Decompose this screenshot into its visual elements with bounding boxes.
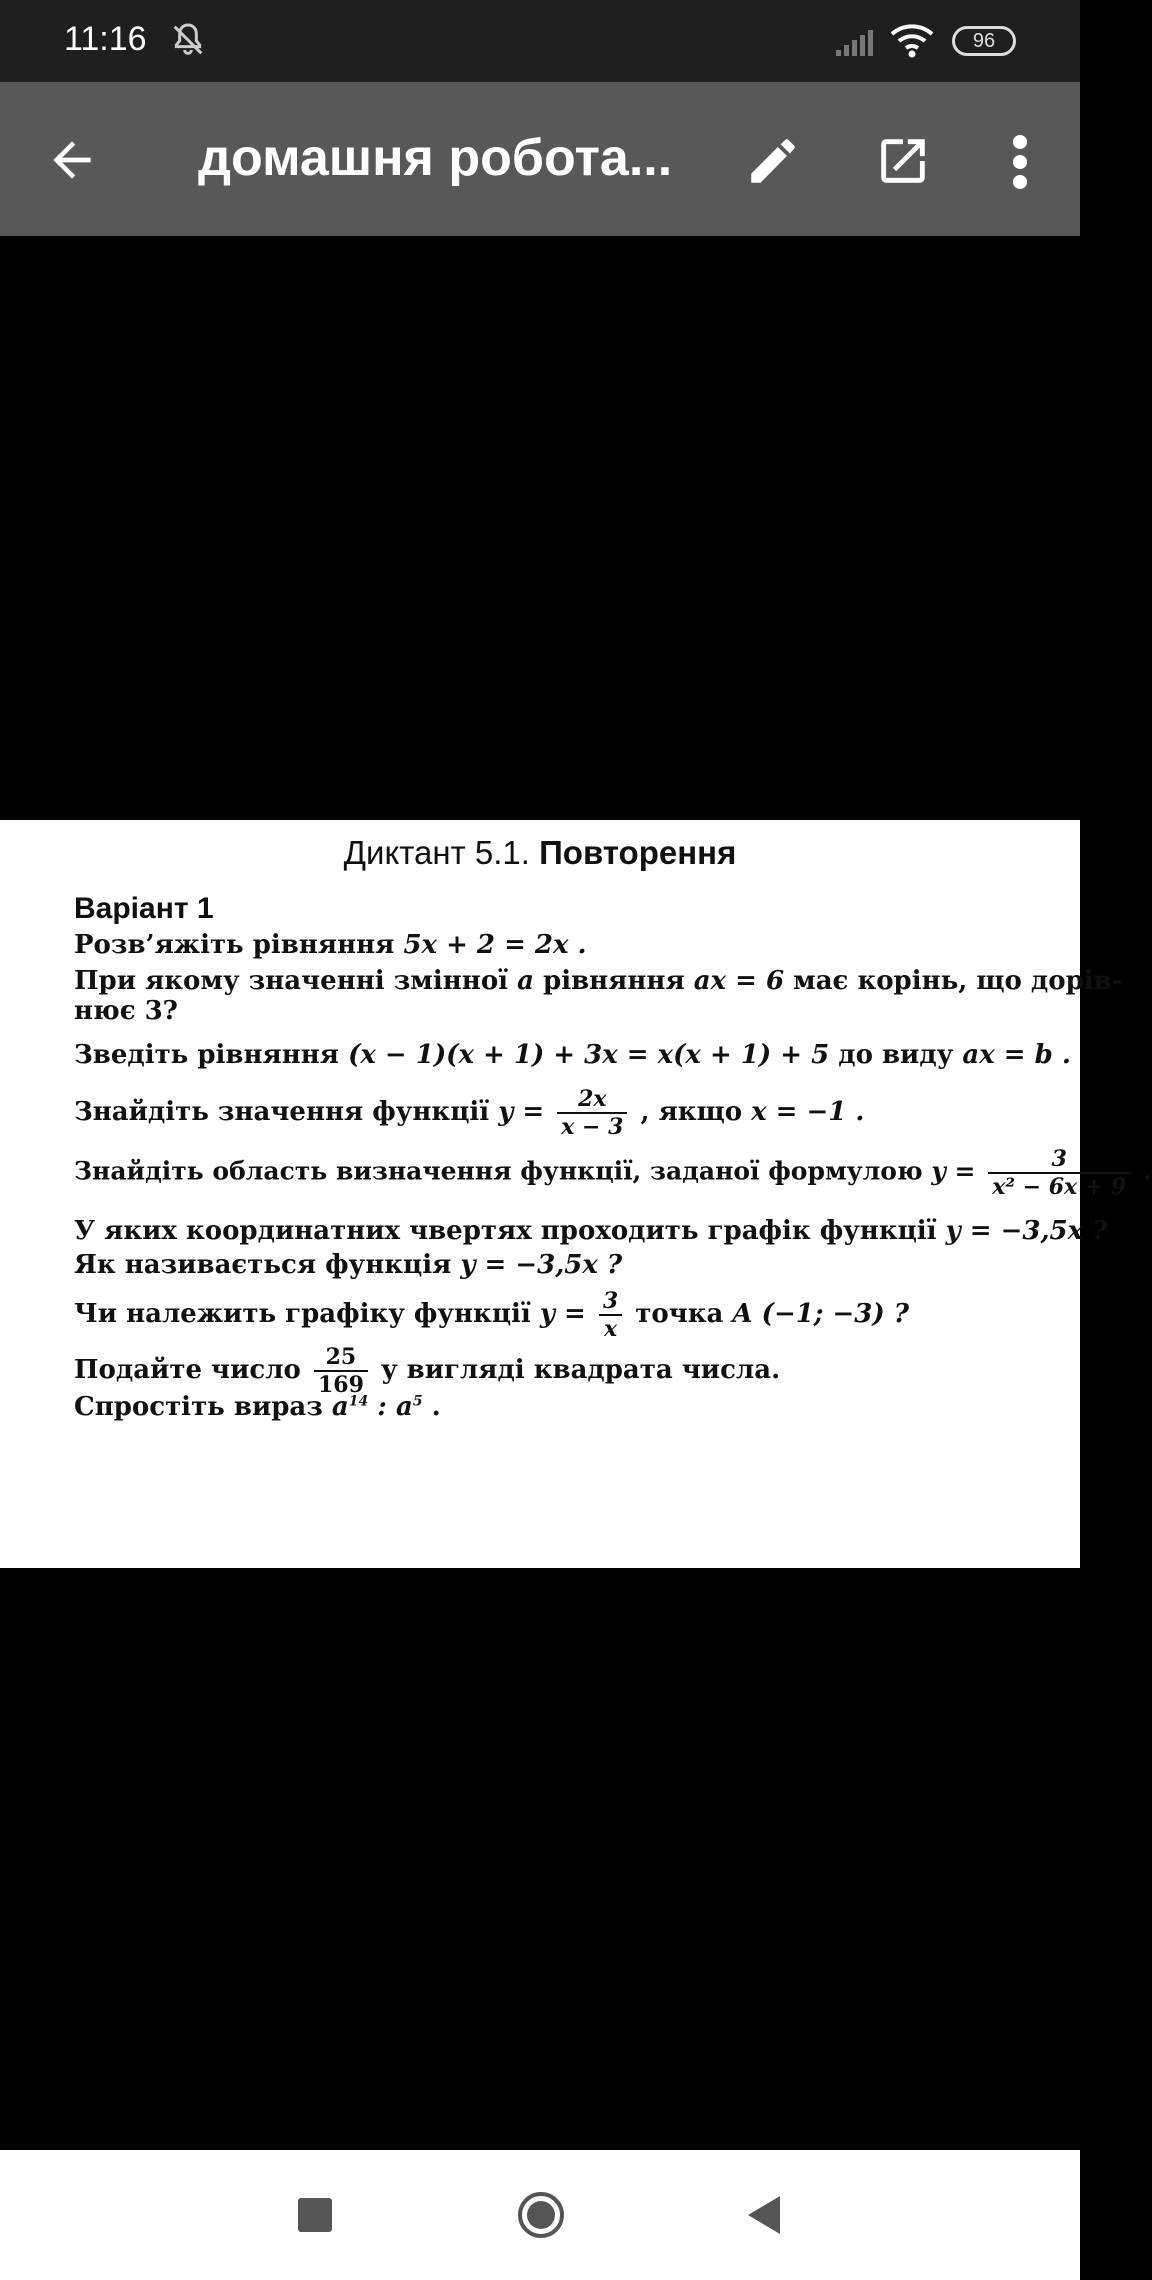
task-text: Чи належить графіку функції [74, 1299, 531, 1329]
task-math: y = [931, 1156, 976, 1186]
task-text: точка [635, 1299, 724, 1329]
document-title: домашня робота... [198, 129, 673, 187]
task-text: . [422, 1392, 441, 1422]
exponent: 5 [412, 1393, 423, 1410]
variant-label: Варіант 1 [74, 892, 214, 925]
task-math: A (−1; −3) ? [732, 1299, 909, 1329]
recents-button[interactable] [298, 2198, 332, 2232]
task-text: Подайте число [74, 1355, 301, 1385]
task-math: y = [498, 1097, 545, 1127]
wifi-icon [890, 22, 934, 58]
task-text: Як називається функція [74, 1250, 452, 1280]
heading-prefix: Диктант 5.1. [343, 834, 530, 871]
task-text: має корінь, що дорів- [793, 966, 1123, 996]
exponent: 14 [348, 1393, 369, 1410]
task-math: a [331, 1392, 349, 1422]
document-page [0, 820, 1152, 1568]
battery-indicator: 96 [952, 26, 1016, 56]
task-math: y = [539, 1299, 586, 1329]
home-button-icon[interactable] [516, 2190, 566, 2240]
task-text: Розв’яжіть рівняння [74, 930, 395, 960]
task-text: Зведіть рівняння [74, 1040, 340, 1070]
task-text: Знайдіть область визначення функції, заданої формулою [74, 1156, 923, 1186]
fraction: $\frac{25}{169}$ [314, 1344, 368, 1398]
task-math: ax = b . [962, 1040, 1071, 1070]
signal-icon [836, 30, 876, 56]
task-text: до виду [838, 1040, 954, 1070]
fraction: $\frac{3}{x}$ [599, 1288, 622, 1342]
task-text: рівняння [543, 966, 685, 996]
task-text: Спростіть вираз [74, 1392, 323, 1422]
system-nav-bar [0, 2150, 1080, 2280]
bell-off-icon [168, 20, 208, 60]
open-external-icon[interactable] [874, 132, 932, 190]
status-bar [0, 0, 1080, 82]
pencil-edit-icon[interactable] [744, 132, 802, 190]
fraction: $\frac{3}{\text{x² − 6x + 9}}$ [988, 1146, 1130, 1200]
task-math: y = −3,5x ? [460, 1250, 623, 1280]
task-math: : [368, 1392, 396, 1422]
more-options-icon[interactable] [1000, 132, 1040, 192]
task-text: , якщо [640, 1097, 743, 1127]
task-math: ax = 6 [693, 966, 785, 996]
task-math: a [395, 1392, 413, 1422]
app-bar [0, 82, 1080, 236]
status-time: 11:16 [64, 20, 147, 58]
back-triangle-icon[interactable] [744, 2194, 784, 2236]
page-heading [0, 834, 1080, 872]
task-math: x = −1 . [751, 1097, 865, 1127]
task-text: У яких координатних чвертях проходить графік функції [74, 1216, 937, 1246]
fraction: $\frac{2x}{x - 3}$ [557, 1086, 627, 1140]
back-arrow-icon[interactable] [44, 132, 100, 188]
task-math: a [517, 966, 534, 996]
task-math: 5x + 2 = 2x . [403, 930, 587, 960]
task-text: При якому значенні змінної [74, 966, 509, 996]
task-text: нює 3? [74, 996, 178, 1026]
task-text: у вигляді квадрата числа. [380, 1355, 781, 1385]
task-math: (x − 1)(x + 1) + 3x = x(x + 1) + 5 [348, 1040, 830, 1070]
task-math: y = −3,5x ? [945, 1216, 1108, 1246]
task-text: Знайдіть значення функції [74, 1097, 490, 1127]
task-text: . [1142, 1156, 1152, 1186]
heading-main: Повторення [539, 834, 737, 871]
